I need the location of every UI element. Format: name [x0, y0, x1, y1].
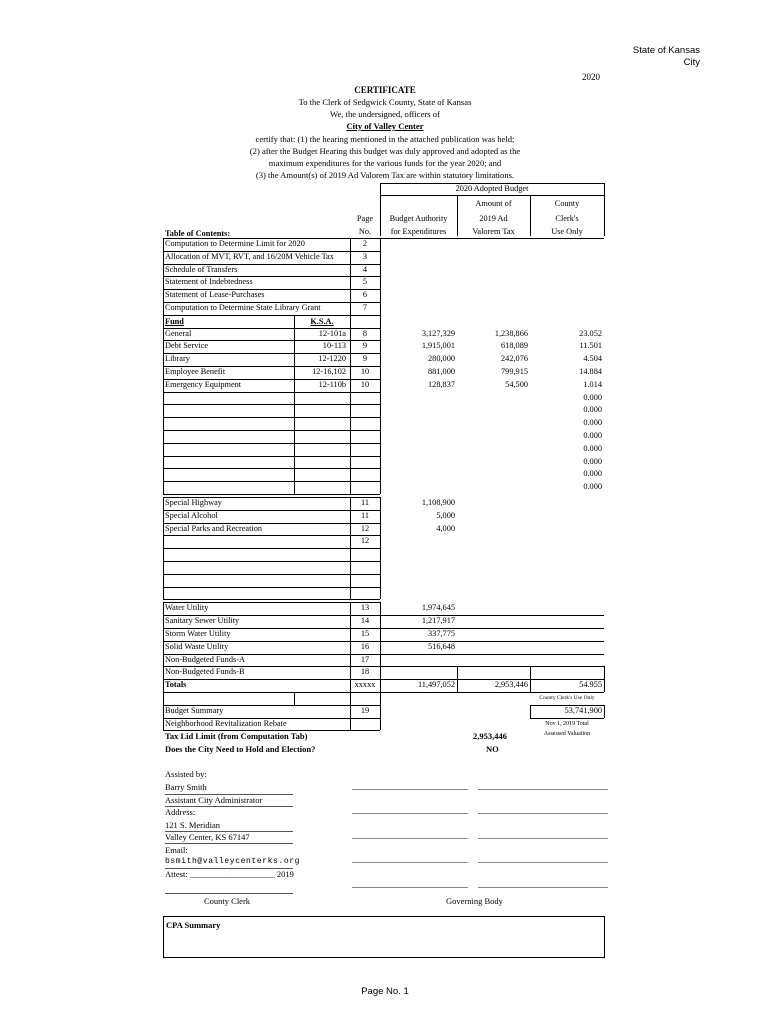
grid-line — [604, 666, 605, 692]
grid-line — [350, 238, 351, 315]
grid-line — [294, 315, 295, 494]
grid-line — [380, 238, 381, 315]
grid-line — [163, 417, 380, 418]
cpa-summary-label: CPA Summary — [166, 920, 221, 930]
fund-name: Library — [165, 354, 190, 364]
grid-line — [350, 692, 351, 705]
grid-line — [163, 599, 380, 600]
budget-authority-header: Budget Authority — [389, 214, 448, 223]
governing-body-signature-line[interactable] — [478, 813, 608, 814]
fund-clerk: 11.501 — [579, 341, 602, 351]
fund-clerk: 14.884 — [579, 367, 602, 376]
county-clerk-signature-line — [165, 893, 293, 894]
underline-city — [165, 843, 293, 844]
special-fund-budget: 1,108,900 — [421, 498, 455, 507]
utility-fund-name: Non-Budgeted Funds-A — [165, 654, 245, 664]
grid-line — [380, 602, 381, 692]
grid-line — [294, 692, 295, 705]
toc-title: Table of Contents: — [165, 229, 231, 238]
attest-line: Attest: ____________________ 2019 — [165, 869, 294, 879]
ad-2019-header: 2019 Ad — [479, 214, 508, 223]
utility-fund-budget: 1,974,645 — [421, 603, 455, 613]
toc-item: Allocation of MVT, RVT, and 16/20M Vehicle Tax — [165, 251, 334, 261]
clerks-header: Clerk's — [555, 214, 579, 223]
governing-body-signature-line[interactable] — [478, 838, 608, 839]
grid-line — [380, 692, 381, 705]
tax-lid-label: Tax Lid Limit (from Computation Tab) — [165, 731, 308, 741]
grid-line — [350, 315, 351, 494]
page-number: Page No. 1 — [361, 986, 409, 997]
totals-page: xxxxx — [354, 680, 376, 690]
utility-fund-page: 14 — [360, 616, 370, 626]
ksa-heading: K.S.A. — [310, 316, 334, 326]
grid-line — [163, 561, 380, 562]
special-fund-page: 12 — [360, 536, 370, 546]
special-fund-name: Special Alcohol — [165, 510, 218, 520]
governing-body-caption: Governing Body — [446, 896, 503, 906]
grid-line — [163, 456, 380, 457]
grid-line — [163, 443, 380, 444]
grid-line — [163, 587, 380, 588]
grid-line — [350, 497, 351, 599]
fund-name: General — [165, 328, 192, 338]
fund-budget: 128,837 — [428, 379, 455, 389]
utility-fund-page: 18 — [360, 667, 370, 677]
grid-line — [163, 404, 380, 405]
governing-body-signature-line[interactable] — [478, 862, 608, 863]
toc-item: Schedule of Transfers — [165, 264, 238, 274]
governing-body-signature-line[interactable] — [352, 789, 468, 790]
fund-clerk: 1.014 — [583, 379, 602, 389]
grid-line — [163, 481, 380, 482]
for-expenditures-header: for Expenditures — [390, 227, 447, 236]
special-fund-name: Special Parks and Recreation — [165, 523, 262, 533]
fund-page: 9 — [362, 354, 368, 364]
utility-fund-budget: 516,648 — [428, 641, 455, 651]
amount-of-header: Amount of — [475, 199, 512, 208]
certify-line-4: (3) the Amount(s) of 2019 Ad Valorem Tax are within statutory limitations. — [255, 170, 515, 180]
grid-line — [604, 183, 605, 236]
special-fund-budget: 4,000 — [436, 523, 455, 533]
valorem-tax-header: Valorem Tax — [472, 227, 515, 236]
grid-line — [163, 574, 380, 575]
clerk-rate-blank: 0.000 — [583, 405, 602, 415]
fund-budget: 1,915,001 — [421, 341, 455, 351]
special-fund-name: Special Highway — [165, 498, 222, 507]
grid-line — [163, 548, 380, 549]
clerk-rate-blank: 0.000 — [583, 431, 602, 440]
toc-item: Computation to Determine State Library Grant — [165, 303, 321, 312]
grid-line — [350, 705, 351, 731]
fund-tax: 799,915 — [501, 367, 528, 376]
page-no-header: No. — [358, 227, 372, 236]
utility-fund-name: Solid Waste Utility — [165, 641, 229, 651]
special-fund-page: 11 — [361, 498, 369, 507]
grid-line — [163, 238, 164, 315]
fund-budget: 280,000 — [428, 354, 455, 364]
fund-tax: 54,500 — [505, 379, 528, 389]
grid-line — [163, 430, 380, 431]
utility-fund-budget: 1,217,917 — [421, 616, 455, 626]
utility-fund-page: 13 — [360, 603, 370, 613]
email-label: Email: — [165, 845, 188, 855]
grid-line — [380, 497, 381, 599]
toc-page: 6 — [362, 290, 368, 300]
assisted-title: Assistant City Administrator — [165, 795, 263, 805]
toc-item: Statement of Indebtedness — [165, 277, 253, 287]
totals-clerk: 54.955 — [579, 680, 602, 690]
grid-line — [163, 602, 164, 692]
totals-budget: 11,497,052 — [417, 680, 455, 690]
budget-summary-page: 19 — [360, 705, 370, 715]
utility-fund-page: 17 — [360, 654, 370, 664]
address-street: 121 S. Meridian — [165, 820, 221, 830]
fund-ksa: 12-110b — [318, 379, 346, 389]
budget-year: 2020 — [582, 72, 600, 82]
fund-ksa: 12-1220 — [318, 354, 346, 364]
assisted-by-label: Assisted by: — [165, 769, 207, 779]
toc-page: 7 — [362, 303, 368, 312]
assessed-valuation-value: 53,741,900 — [564, 705, 602, 715]
utility-fund-name: Storm Water Utility — [165, 629, 231, 638]
governing-body-signature-line[interactable] — [352, 862, 468, 863]
special-fund-page: 12 — [360, 523, 370, 533]
cpa-summary-box[interactable] — [163, 916, 605, 958]
clerk-rate-blank: 0.000 — [583, 482, 602, 492]
grid-line — [604, 705, 605, 718]
governing-body-signature-line[interactable] — [478, 789, 608, 790]
grid-line — [350, 602, 351, 692]
grid-line — [163, 705, 164, 731]
utility-fund-name: Non-Budgeted Funds-B — [165, 667, 245, 677]
certificate-line-1: To the Clerk of Sedgwick County, State of Kansas — [298, 97, 472, 107]
grid-line — [380, 315, 381, 494]
special-fund-page: 11 — [361, 510, 369, 520]
fund-heading: Fund — [165, 316, 184, 326]
fund-page: 10 — [360, 379, 370, 389]
governing-body-signature-line[interactable] — [478, 887, 608, 888]
fund-budget: 3,127,329 — [421, 328, 455, 338]
fund-clerk: 23.052 — [579, 328, 602, 338]
certificate-line-2: We, the undersigned, officers of — [330, 109, 440, 119]
email-link[interactable]: bsmith@valleycenterks.org — [165, 857, 301, 866]
fund-page: 10 — [360, 367, 370, 376]
fund-ksa: 10-113 — [322, 341, 346, 351]
use-only-header: Use Only — [551, 227, 583, 236]
fund-ksa: 12-101a — [318, 328, 346, 338]
state-label: State of Kansas — [632, 45, 700, 56]
fund-ksa: 12-16,102 — [312, 367, 346, 376]
county-clerk-use-note: County Clerk's Use Only — [539, 695, 595, 701]
grid-line — [457, 666, 458, 692]
neighborhood-rebate-label: Neighborhood Revitalization Rebate — [165, 718, 287, 728]
toc-page: 5 — [362, 277, 368, 287]
toc-item: Statement of Lease-Purchases — [165, 290, 265, 300]
totals-tax: 2,953,446 — [494, 680, 528, 690]
totals-label: Totals — [165, 680, 187, 690]
grid-line — [163, 535, 380, 536]
fund-page: 9 — [362, 341, 368, 351]
utility-fund-name: Sanitary Sewer Utility — [165, 616, 240, 626]
toc-page: 2 — [362, 239, 368, 248]
certify-line-3: maximum expenditures for the various funds for the year 2020; and — [268, 158, 502, 168]
grid-line — [163, 468, 380, 469]
election-answer: NO — [486, 744, 499, 754]
address-city: Valley Center, KS 67147 — [165, 832, 250, 842]
address-label: Address: — [165, 807, 196, 817]
county-header: County — [554, 199, 580, 208]
clerk-rate-blank: 0.000 — [583, 418, 602, 428]
assessed-note-1: Nov 1, 2019 Total — [545, 720, 589, 727]
city-name: City of Valley Center — [346, 121, 424, 131]
toc-page: 3 — [362, 251, 368, 261]
certify-line-2: (2) after the Budget Hearing this budget was duly approved and adopted as the — [249, 146, 521, 156]
page-header: Page — [356, 214, 374, 223]
entity-type-label: City — [683, 57, 700, 68]
clerk-rate-blank: 0.000 — [583, 456, 602, 466]
grid-line — [530, 666, 531, 692]
fund-name: Emergency Equipment — [165, 379, 242, 389]
utility-fund-budget: 337,775 — [428, 629, 455, 638]
toc-item: Computation to Determine Limit for 2020 — [165, 239, 305, 248]
utility-fund-page: 15 — [360, 629, 370, 638]
adopted-budget-header: 2020 Adopted Budget — [455, 184, 529, 193]
election-question: Does the City Need to Hold and Election? — [165, 744, 316, 754]
budget-summary-label: Budget Summary — [165, 705, 224, 715]
fund-name: Employee Benefit — [165, 367, 226, 376]
grid-line — [163, 494, 380, 495]
fund-page: 8 — [362, 328, 368, 338]
clerk-rate-blank: 0.000 — [583, 392, 602, 402]
grid-line — [163, 392, 380, 393]
utility-fund-name: Water Utility — [165, 603, 209, 613]
clerk-rate-blank: 0.000 — [583, 469, 602, 479]
tax-lid-value: 2,953,446 — [473, 731, 507, 741]
special-fund-budget: 5,000 — [436, 510, 455, 520]
certificate-title: CERTIFICATE — [354, 85, 416, 95]
clerk-rate-blank: 0.000 — [583, 443, 602, 453]
grid-line — [163, 692, 164, 705]
governing-body-signature-line[interactable] — [352, 838, 468, 839]
utility-fund-page: 16 — [360, 641, 370, 651]
assisted-name: Barry Smith — [165, 782, 207, 792]
assessed-note-2: Assessed Valuation — [543, 730, 591, 737]
fund-tax: 1,238,866 — [494, 328, 528, 338]
fund-tax: 618,089 — [501, 341, 528, 351]
governing-body-signature-line[interactable] — [352, 887, 468, 888]
county-clerk-caption: County Clerk — [204, 896, 251, 906]
fund-tax: 242,076 — [501, 354, 528, 364]
governing-body-signature-line[interactable] — [352, 813, 468, 814]
grid-line — [163, 315, 164, 494]
fund-budget: 881,000 — [428, 367, 455, 376]
fund-name: Debt Service — [165, 341, 209, 351]
toc-page: 4 — [362, 264, 368, 274]
grid-line — [380, 705, 381, 731]
certify-line-1: certify that: (1) the hearing mentioned in the attached publication was held; — [255, 134, 515, 144]
grid-line — [163, 497, 164, 599]
fund-clerk: 4.504 — [583, 354, 602, 364]
